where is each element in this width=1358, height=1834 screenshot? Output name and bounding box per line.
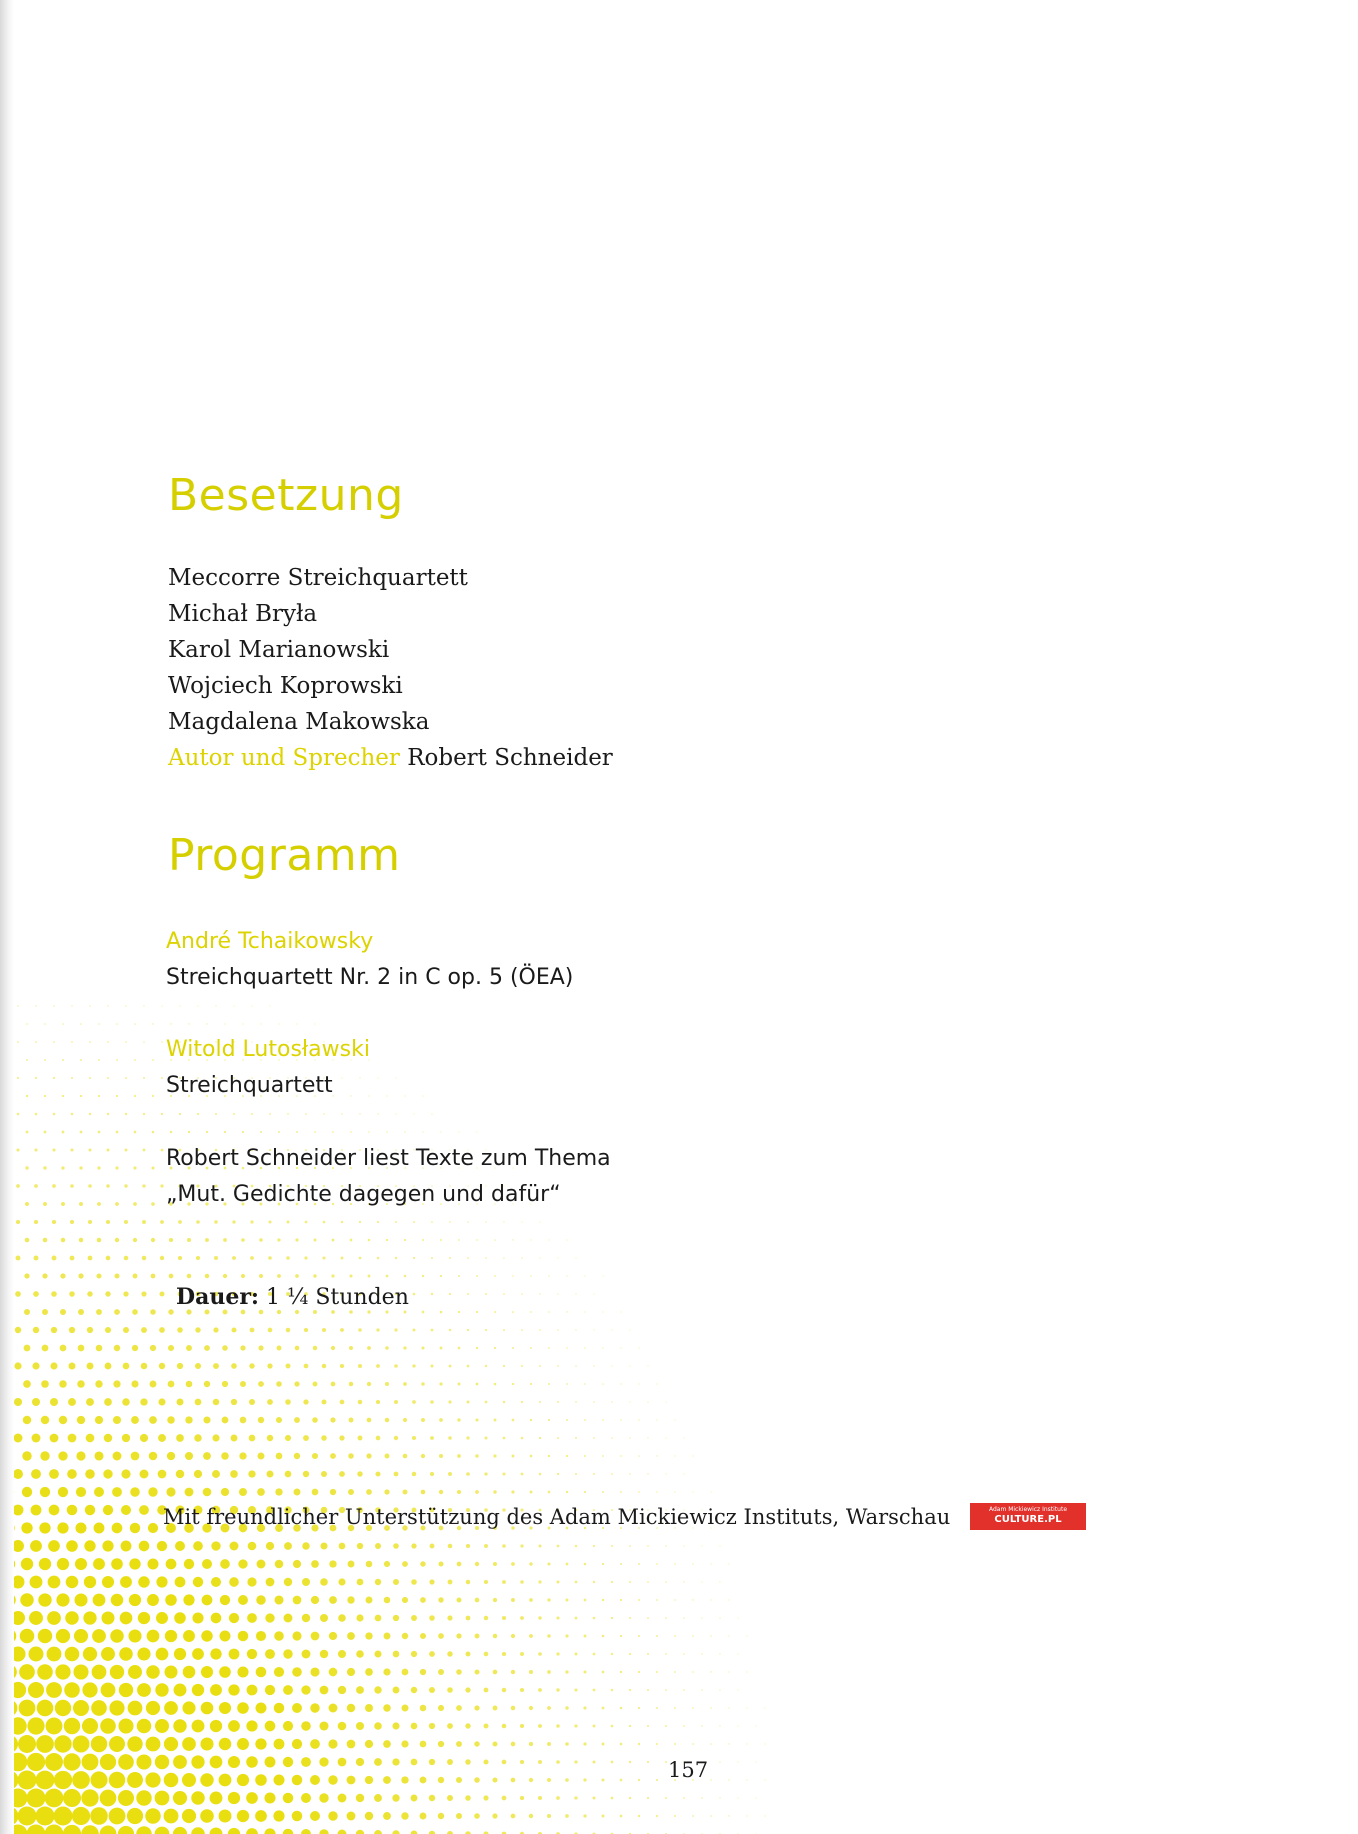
composer-name: André Tchaikowsky xyxy=(166,929,374,954)
page-number: 157 xyxy=(668,1758,709,1782)
logo-wordmark: CULTURE.PL xyxy=(994,1514,1062,1525)
cast-member: Wojciech Koprowski xyxy=(168,673,403,699)
duration xyxy=(176,1284,409,1310)
logo-institute-text: Adam Mickiewicz Institute xyxy=(988,1506,1068,1513)
cast-member: Meccorre Streichquartett xyxy=(168,565,468,591)
page-spine-shadow xyxy=(0,0,14,1834)
reading-line: Robert Schneider liest Texte zum Thema xyxy=(166,1146,611,1171)
programm-heading: Programm xyxy=(168,830,401,881)
work-title: Streichquartett xyxy=(166,1073,333,1098)
cast-member: Karol Marianowski xyxy=(168,637,390,663)
support-credit: Mit freundlicher Unterstützung des Adam Mickiewicz Instituts, Warschau xyxy=(163,1505,951,1529)
author-name: Robert Schneider xyxy=(407,745,613,771)
besetzung-heading: Besetzung xyxy=(168,470,404,521)
reading-line: „Mut. Gedichte dagegen und dafür“ xyxy=(166,1182,561,1207)
author-line xyxy=(168,740,613,776)
culture-pl-logo xyxy=(970,1503,1086,1530)
author-role: Autor und Sprecher xyxy=(168,745,400,771)
cast-member: Michał Bryła xyxy=(168,601,318,627)
cast-member: Magdalena Makowska xyxy=(168,709,430,735)
program-list xyxy=(166,924,611,1213)
cast-list xyxy=(168,560,613,776)
composer-name: Witold Lutosławski xyxy=(166,1037,370,1062)
duration-value: 1 ¼ Stunden xyxy=(266,1285,409,1310)
duration-label: Dauer: xyxy=(176,1284,260,1310)
work-title: Streichquartett Nr. 2 in C op. 5 (ÖEA) xyxy=(166,965,574,990)
